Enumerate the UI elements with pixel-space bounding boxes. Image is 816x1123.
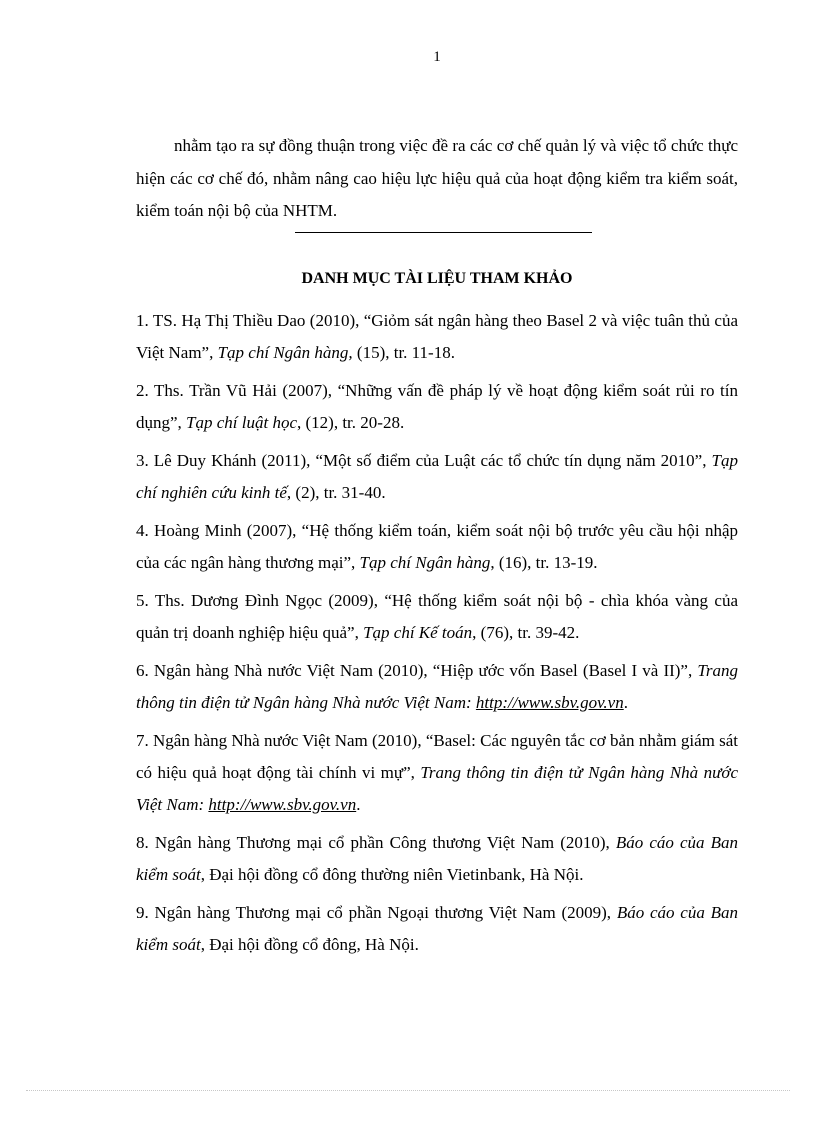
reference-text: 4. Hoàng Minh (2007), “Hệ thống kiểm toán, kiểm soát nội bộ trước yêu cầu hội nhập của các ngân hàng thương mại”, [136, 520, 738, 572]
reference-text: 8. Ngân hàng Thương mại cổ phần Công thương Việt Nam (2010), [136, 832, 616, 852]
reference-text: 1. TS. Hạ Thị Thiều Dao (2010), “Giỏm sát ngân hàng theo Basel 2 và việc tuân thủ của Việt Nam”, [136, 310, 738, 362]
reference-source: Tạp chí nghiên cứu kinh tế [136, 450, 738, 502]
reference-source: Báo cáo của Ban kiểm soát [136, 832, 739, 884]
reference-source: Báo cáo của Ban kiểm soát [136, 902, 738, 954]
references-heading: DANH MỤC TÀI LIỆU THAM KHẢO [301, 269, 573, 287]
reference-item [136, 305, 738, 369]
reference-text: 5. Ths. Dương Đình Ngọc (2009), “Hệ thống kiểm soát nội bộ - chìa khóa vàng của quản trị doanh nghiệp hiệu quả”, [136, 590, 738, 642]
reference-detail: , Đại hội đồng cổ đông thường niên Vietinbank, Hà Nội. [200, 864, 584, 884]
reference-source: Trang thông tin điện tử Ngân hàng Nhà nước Việt Nam: [136, 762, 738, 814]
reference-detail: , (76), tr. 39-42. [472, 622, 580, 642]
reference-source: Trang thông tin điện tử Ngân hàng Nhà nước Việt Nam: [136, 660, 738, 712]
reference-end: . [356, 794, 361, 814]
intro-paragraph: nhằm tạo ra sự đồng thuận trong việc đề ra các cơ chế quản lý và việc tổ chức thực hiện các cơ chế đó, nhằm nâng cao hiệu lực hiệu quả của hoạt động kiểm tra kiểm soát, kiểm toán nội bộ của NHTM. [136, 136, 738, 220]
reference-detail: , Đại hội đồng cổ đông, Hà Nội. [200, 934, 419, 954]
reference-item [136, 445, 738, 509]
reference-item [136, 585, 738, 649]
page-body [136, 130, 738, 967]
reference-link[interactable]: http://www.sbv.gov.vn [208, 794, 357, 814]
reference-detail: , (12), tr. 20-28. [297, 412, 405, 432]
reference-detail: , (16), tr. 13-19. [490, 552, 598, 572]
reference-text: 9. Ngân hàng Thương mại cổ phần Ngoại thương Việt Nam (2009), [136, 902, 617, 922]
reference-text: 6. Ngân hàng Nhà nước Việt Nam (2010), “Hiệp ước vốn Basel (Basel I và II)”, [136, 660, 698, 680]
reference-item [136, 375, 738, 439]
page-number: 1 [433, 49, 441, 65]
reference-detail: (15), tr. 11-18. [352, 342, 455, 362]
page-bottom-border [26, 1090, 790, 1091]
reference-text: 2. Ths. Trần Vũ Hải (2007), “Những vấn đề pháp lý về hoạt động kiểm soát rủi ro tín dụng”, [136, 380, 738, 432]
reference-source: Tạp chí Kế toán [363, 622, 473, 642]
reference-source: Tạp chí Ngân hàng [359, 552, 491, 572]
section-divider [295, 232, 592, 233]
reference-link[interactable]: http://www.sbv.gov.vn [475, 692, 624, 712]
reference-source: Tạp chí luật học [186, 412, 298, 432]
reference-end: . [623, 692, 628, 712]
reference-source: Tạp chí Ngân hàng, [217, 342, 353, 362]
reference-item [136, 725, 738, 821]
reference-item [136, 655, 738, 719]
reference-item [136, 897, 738, 961]
reference-list [136, 305, 738, 961]
reference-text: 7. Ngân hàng Nhà nước Việt Nam (2010), “Basel: Các nguyên tắc cơ bản nhằm giám sát có hiệu quả hoạt động tài chính vi mự”, [136, 730, 738, 782]
reference-text: 3. Lê Duy Khánh (2011), “Một số điểm của Luật các tổ chức tín dụng năm 2010”, [136, 450, 712, 470]
reference-item [136, 515, 738, 579]
reference-item [136, 827, 738, 891]
reference-detail: , (2), tr. 31-40. [286, 482, 386, 502]
